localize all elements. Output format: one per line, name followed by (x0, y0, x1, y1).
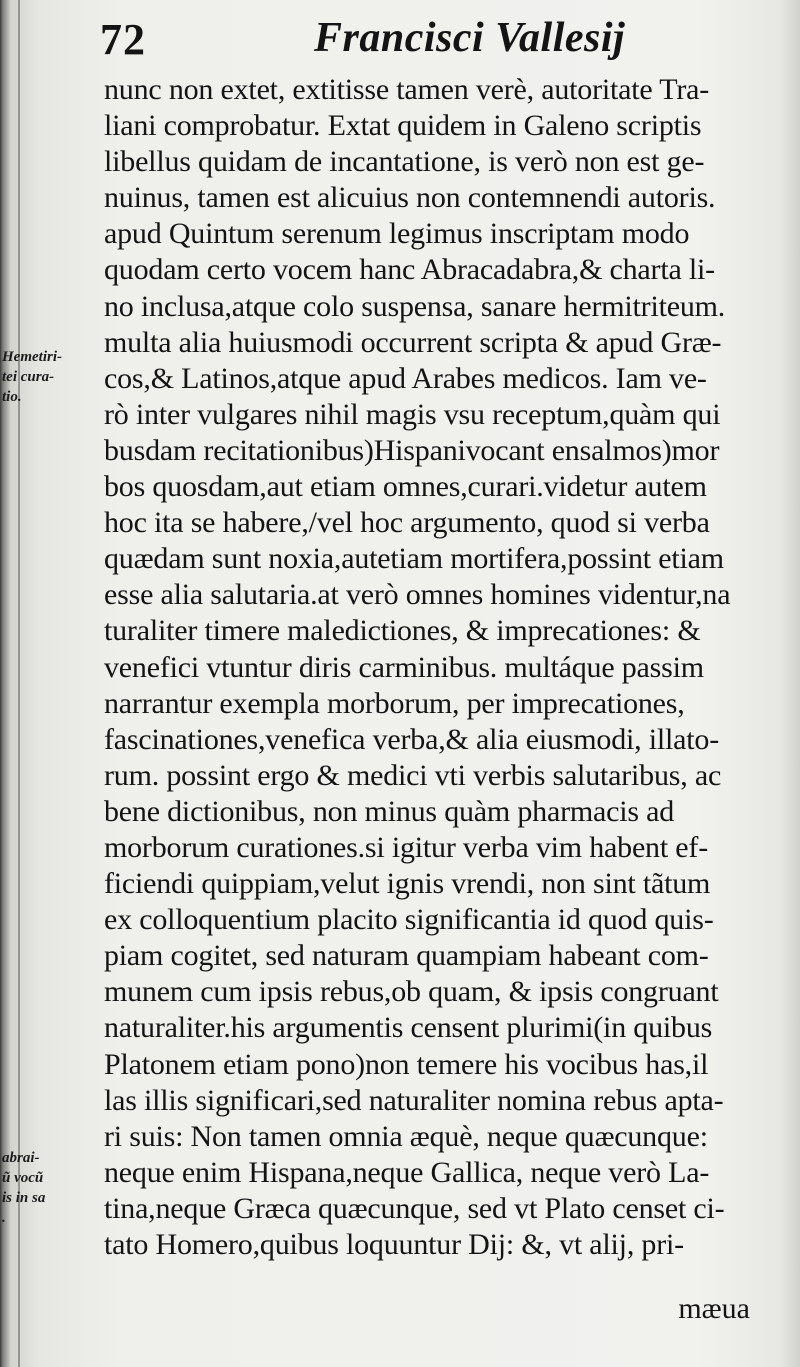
text-line: multa alia huiusmodi occurrent scripta & apud Græ- (104, 325, 722, 359)
margin-note-line: Hemetiri- (2, 349, 62, 365)
text-line: rò inter vulgares nihil magis vsu receptum,quàm qui (104, 397, 721, 431)
text-line: turaliter timere maledictiones, & imprecationes: & (104, 614, 701, 648)
text-line: busdam recitationibus)Hispanivocant ensalmos)mor (104, 433, 720, 467)
text-line: las illis significari,sed naturaliter nomina rebus apta- (104, 1083, 724, 1117)
margin-note-line: tio. (2, 389, 22, 405)
text-line: rum. possint ergo & medici vti verbis salutaribus, ac (104, 758, 722, 792)
text-line: no inclusa,atque colo suspensa, sanare hermitriteum. (104, 289, 726, 323)
text-line: bene dictionibus, non minus quàm pharmacis ad (104, 794, 675, 828)
text-line: liani comprobatur. Extat quidem in Galeno scriptis (104, 109, 702, 143)
text-line: tato Homero,quibus loquuntur Dij: &, vt alij, pri- (104, 1228, 684, 1261)
text-line: nunc non extet, extitisse tamen verè, autoritate Tra- (104, 73, 710, 106)
text-line: ex colloquentium placito significantia id quod quis- (104, 903, 714, 937)
margin-note-line: tei cura- (2, 369, 55, 385)
text-line: quædam sunt noxia,autetiam mortifera,possint etiam (104, 542, 724, 576)
running-head (0, 0, 800, 80)
text-line: munem cum ipsis rebus,ob quam, & ipsis congruant (104, 975, 719, 1009)
margin-note-line: ũ vocũ (2, 1170, 44, 1186)
text-line: cos,& Latinos,atque apud Arabes medicos. Iam ve- (104, 361, 707, 395)
text-line: libellus quidam de incantatione, is verò non est ge- (104, 145, 705, 179)
text-line: naturaliter.his argumentis censent plurimi(in quibus (104, 1011, 713, 1045)
text-line: quodam certo vocem hanc Abracadabra,& charta li- (104, 253, 715, 287)
text-line: narrantur exempla morborum, per imprecationes, (104, 686, 685, 720)
text-line: Platonem etiam pono)non temere his vocibus has,il (104, 1047, 709, 1081)
text-line: fascinationes,venefica verba,& alia eiusmodi, illato- (104, 722, 719, 756)
text-line: morborum curationes.si igitur verba vim habent ef- (104, 830, 708, 864)
catchword: mæua (678, 1292, 750, 1325)
body-text (104, 72, 764, 1263)
page-number: 72 (100, 15, 146, 64)
text-line: esse alia salutaria.at verò omnes homines videntur,na (104, 578, 731, 612)
text-line: neque enim Hispana,neque Gallica, neque verò La- (104, 1155, 710, 1189)
margin-note-line: is in sa (2, 1190, 46, 1206)
text-line: ficiendi quippiam,velut ignis vrendi, non sint tãtum (104, 867, 711, 901)
margin-note-line: abrai- (2, 1150, 40, 1166)
text-line: ri suis: Non tamen omnia æquè, neque quæcunque: (104, 1119, 708, 1153)
text-line: bos quosdam,aut etiam omnes,curari.videtur autem (104, 470, 707, 504)
text-line: hoc ita se habere,/vel hoc argumento, quod si verba (104, 506, 710, 540)
text-line: nuinus, tamen est alicuius non contemnendi autoris. (104, 181, 716, 215)
margin-note-vocum (2, 1148, 98, 1228)
margin-note-hemitritei (2, 347, 98, 407)
running-title: Francisci Vallesij (314, 15, 626, 61)
text-line: piam cogitet, sed naturam quampiam habeant com- (104, 939, 709, 973)
margin-note-line: . (2, 1210, 6, 1226)
text-line: venefici vtuntur diris carminibus. multáque passim (104, 650, 704, 684)
text-line: tina,neque Græca quæcunque, sed vt Plato censet ci- (104, 1191, 725, 1225)
text-line: apud Quintum serenum legimus inscriptam modo (104, 217, 690, 251)
